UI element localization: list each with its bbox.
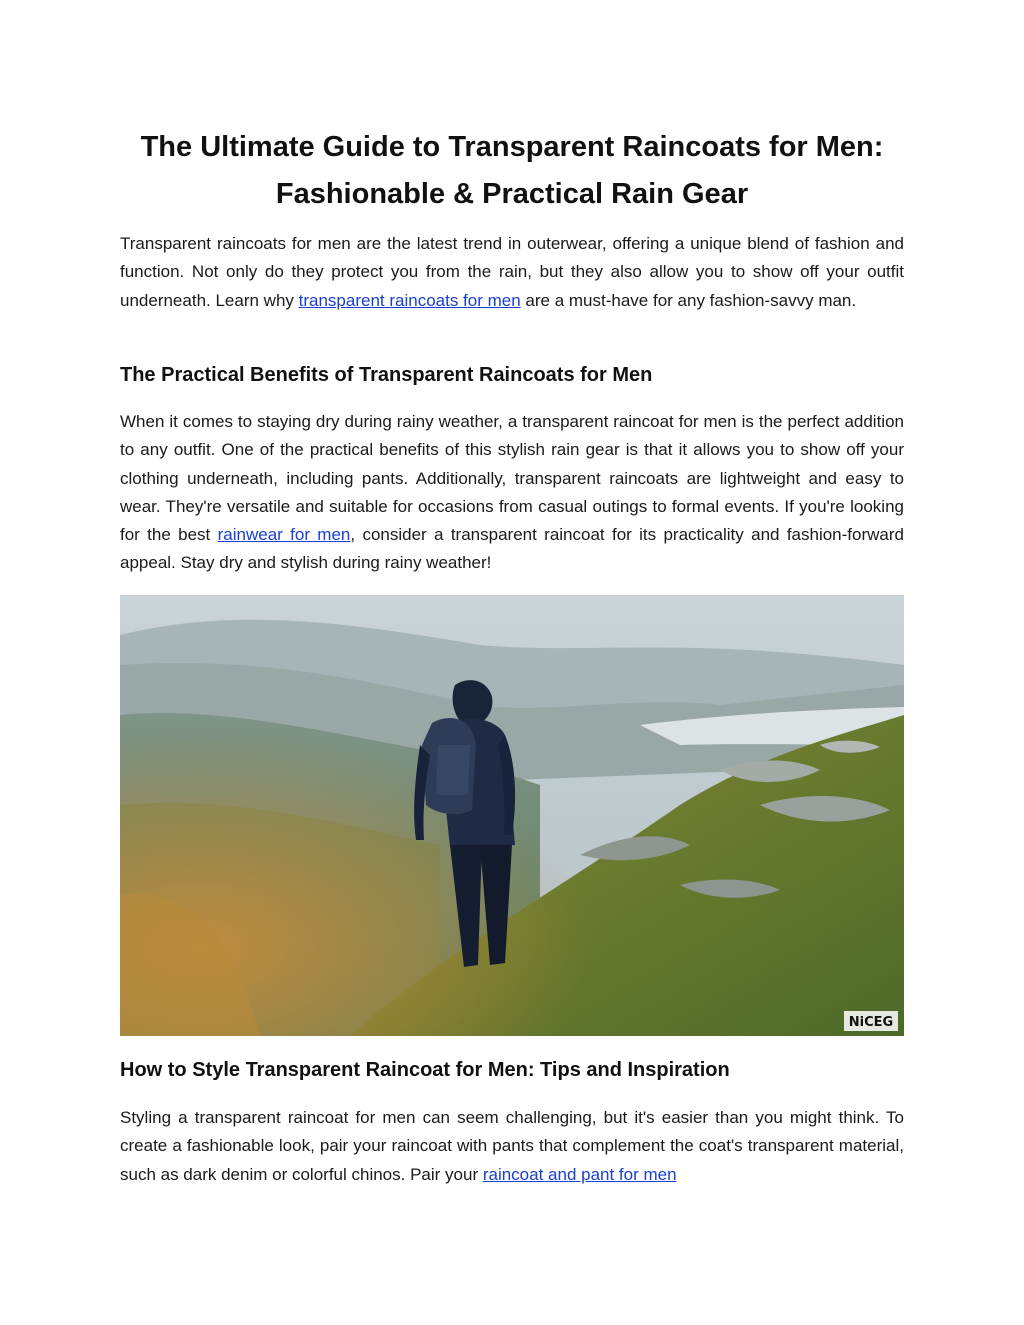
intro-text-start: Transparent raincoats for men are the latest trend in outerwear, offering a unique blend of fashion and function. Not only do they protect you from the rain, but they also allow you to show off your outfit underneath. Learn why xyxy=(120,234,904,310)
benefits-text-end: , consider a transparent raincoat for its practicality and fashion-forward appeal. Stay dry and stylish during rainy weather! xyxy=(120,525,904,573)
benefits-text-start: When it comes to staying dry during rainy weather, a transparent raincoat for men is the perfect addition to any outfit. One of the practical benefits of this stylish rain gear is that it allows you to show off your clothing underneath, including pants. Additionally, transparent raincoats are lightweight and easy to wear. They're versatile and suitable for occasions from casual outings to formal events. If you're looking for the best xyxy=(120,412,904,545)
benefits-heading: The Practical Benefits of Transparent Raincoats for Men xyxy=(120,364,653,386)
intro-paragraph xyxy=(120,230,904,315)
transparent-raincoats-link[interactable]: transparent raincoats for men xyxy=(298,290,521,310)
benefits-paragraph xyxy=(120,408,904,578)
niceg-watermark: NiCEG xyxy=(848,1015,894,1030)
hiker-mountain-photo xyxy=(120,595,904,1036)
style-text-start: Styling a transparent raincoat for men can seem challenging, but it's easier than you might think. To create a fashionable look, pair your raincoat with pants that complement the coat's transparent material, such as dark denim or colorful chinos. Pair your xyxy=(120,1108,904,1184)
raincoat-and-pant-link[interactable]: raincoat and pant for men xyxy=(482,1164,677,1184)
style-heading: How to Style Transparent Raincoat for Men: Tips and Inspiration xyxy=(120,1059,730,1081)
rainwear-link[interactable]: rainwear for men xyxy=(217,525,351,545)
intro-text-end: are a must-have for any fashion-savvy man. xyxy=(520,290,857,310)
page-title: The Ultimate Guide to Transparent Raincoats for Men: Fashionable & Practical Rain Gear xyxy=(140,131,884,210)
style-paragraph xyxy=(120,1104,904,1189)
